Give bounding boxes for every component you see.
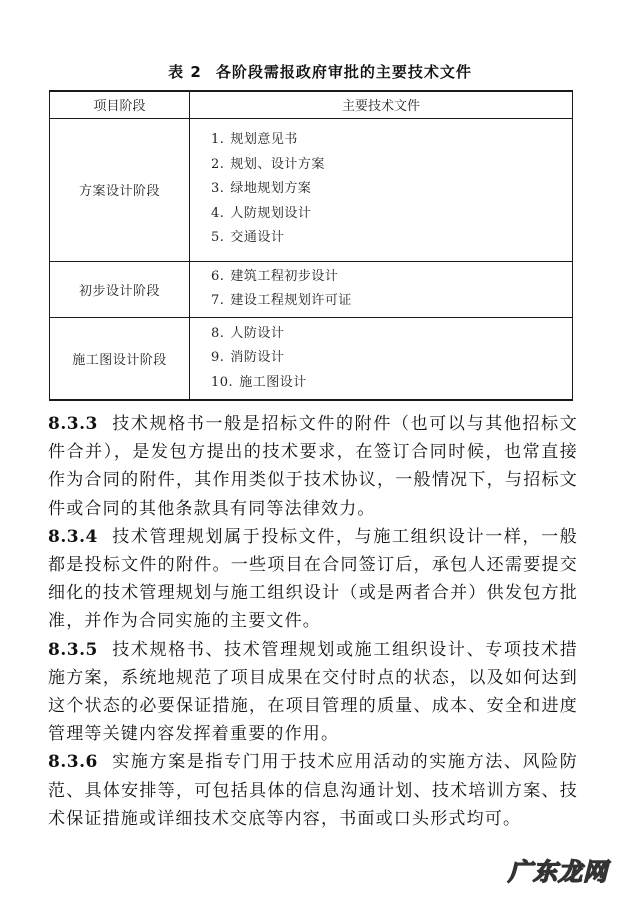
file-item: 5. 交通设计 xyxy=(211,230,285,246)
table-caption xyxy=(0,61,640,82)
file-item: 8. 人防设计 xyxy=(211,325,285,341)
section-number: 8.3.4 xyxy=(48,526,98,547)
watermark-logo: 广东龙网 xyxy=(508,858,608,886)
approval-documents-table xyxy=(49,90,573,401)
section-number: 8.3.3 xyxy=(48,414,98,434)
file-item: 9. 消防设计 xyxy=(211,350,285,365)
table-header-row xyxy=(50,91,573,118)
paragraph-text: 技术规格书一般是招标文件的附件（也可以与其他招标文件合并），是发包方提出的技术要求，在签订合同时候，也常直接作为合同的附件，其作用类似于技术协议，一般情况下，与招标文件或合同的其他条款具有同等法律效力。 xyxy=(48,414,578,519)
paragraph-8-3-3 xyxy=(48,410,578,523)
files-cell xyxy=(190,261,573,317)
files-cell xyxy=(190,317,573,400)
file-item: 4. 人防规划设计 xyxy=(211,205,312,221)
stage-cell: 方案设计阶段 xyxy=(50,118,190,261)
files-cell xyxy=(190,118,573,261)
stage-cell: 初步设计阶段 xyxy=(50,261,190,317)
paragraph-8-3-4 xyxy=(48,523,578,636)
table-row xyxy=(50,317,573,400)
section-number: 8.3.6 xyxy=(48,752,98,773)
file-item: 10. 施工图设计 xyxy=(211,374,307,390)
file-item: 3. 绿地规划方案 xyxy=(211,181,312,197)
file-item: 1. 规划意见书 xyxy=(211,132,298,148)
paragraph-text: 实施方案是指专门用于技术应用活动的实施方法、风险防范、具体安排等，可包括具体的信息沟通计划、技术培训方案、技术保证措施或详细技术交底等内容，书面或口头形式均可。 xyxy=(48,752,578,829)
stage-cell: 施工图设计阶段 xyxy=(50,317,190,400)
file-item: 6. 建筑工程初步设计 xyxy=(211,268,339,284)
file-item: 2. 规划、设计方案 xyxy=(211,156,325,172)
table-row xyxy=(50,118,573,261)
header-project-stage: 项目阶段 xyxy=(50,91,190,118)
header-main-documents: 主要技术文件 xyxy=(190,91,573,118)
paragraph-text: 技术规格书、技术管理规划或施工组织设计、专项技术措施方案，系统地规范了项目成果在交付时点的状态，以及如何达到这个状态的必要保证措施，在项目管理的质量、成本、安全和进度管理等关键内容发挥着重要的作用。 xyxy=(48,639,578,745)
paragraph-8-3-6 xyxy=(48,748,578,833)
paragraph-text: 技术管理规划属于投标文件，与施工组织设计一样，一般都是投标文件的附件。一些项目在合同签订后，承包人还需要提交细化的技术管理规划与施工组织设计（或是两者合并）供发包方批准，并作为合同实施的主要文件。 xyxy=(48,526,578,632)
table-title: 各阶段需报政府审批的主要技术文件 xyxy=(215,63,472,81)
paragraph-8-3-5 xyxy=(48,636,578,749)
file-item: 7. 建设工程规划许可证 xyxy=(211,293,352,308)
body-text xyxy=(48,410,578,833)
table-number: 表 2 xyxy=(168,63,202,81)
table-row xyxy=(50,261,573,317)
section-number: 8.3.5 xyxy=(48,639,98,660)
